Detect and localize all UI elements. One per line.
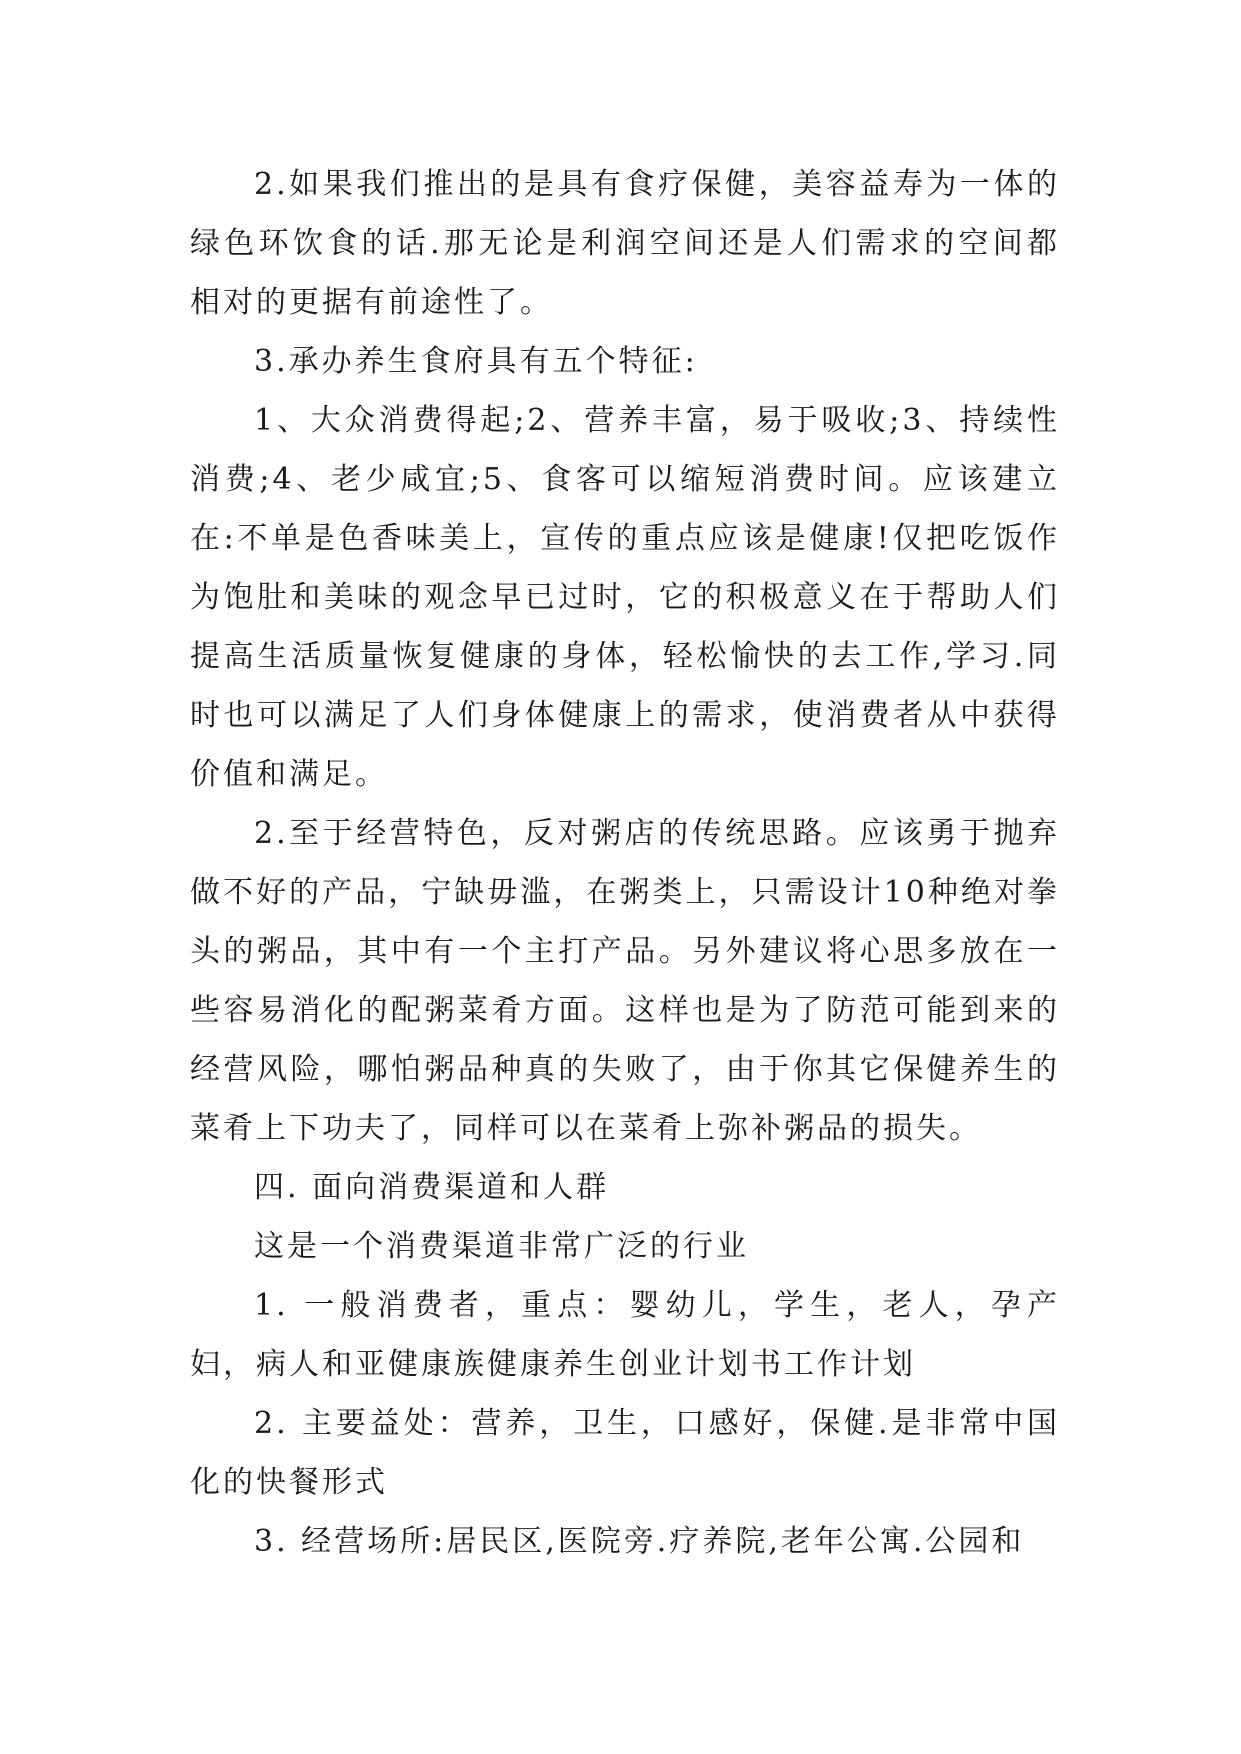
paragraph-4: 2.至于经营特色，反对粥店的传统思路。应该勇于抛弃做不好的产品，宁缺毋滥，在粥类上，只需设计10种绝对拳头的粥品，其中有一个主打产品。另外建议将心思多放在一些容易消化的配粥菜肴方面。这样也是为了防范可能到来的经营风险，哪怕粥品种真的失败了，由于你其它保健养生的菜肴上下功夫了，同样可以在菜肴上弥补粥品的损失。	[190, 816, 1060, 1146]
list-item-3: 3. 经营场所:居民区,医院旁.疗养院,老年公寓.公园和	[254, 1524, 1025, 1559]
section-heading: 四. 面向消费渠道和人群	[254, 1170, 610, 1205]
paragraph-1: 2.如果我们推出的是具有食疗保健，美容益寿为一体的绿色环饮食的话.那无论是利润空间还是人们需求的空间都相对的更据有前途性了。	[190, 167, 1060, 320]
list-item-1: 1. 一般消费者，重点：婴幼儿，学生，老人，孕产妇，病人和亚健康族健康养生创业计划书工作计划	[190, 1288, 1060, 1382]
paragraph-3: 1、大众消费得起;2、营养丰富，易于吸收;3、持续性消费;4、老少咸宜;5、食客可以缩短消费时间。应该建立在:不单是色香味美上，宣传的重点应该是健康!仅把吃饭作为饱肚和美味的观念早已过时，它的积极意义在于帮助人们提高生活质量恢复健康的身体，轻松愉快的去工作,学习.同时也可以满足了人们身体健康上的需求，使消费者从中获得价值和满足。	[190, 403, 1060, 792]
paragraph-2: 3.承办养生食府具有五个特征:	[254, 344, 698, 379]
paragraph-6: 这是一个消费渠道非常广泛的行业	[254, 1229, 749, 1264]
list-item-2: 2. 主要益处：营养，卫生，口感好，保健.是非常中国化的快餐形式	[190, 1406, 1060, 1500]
document-body	[190, 155, 1060, 1571]
